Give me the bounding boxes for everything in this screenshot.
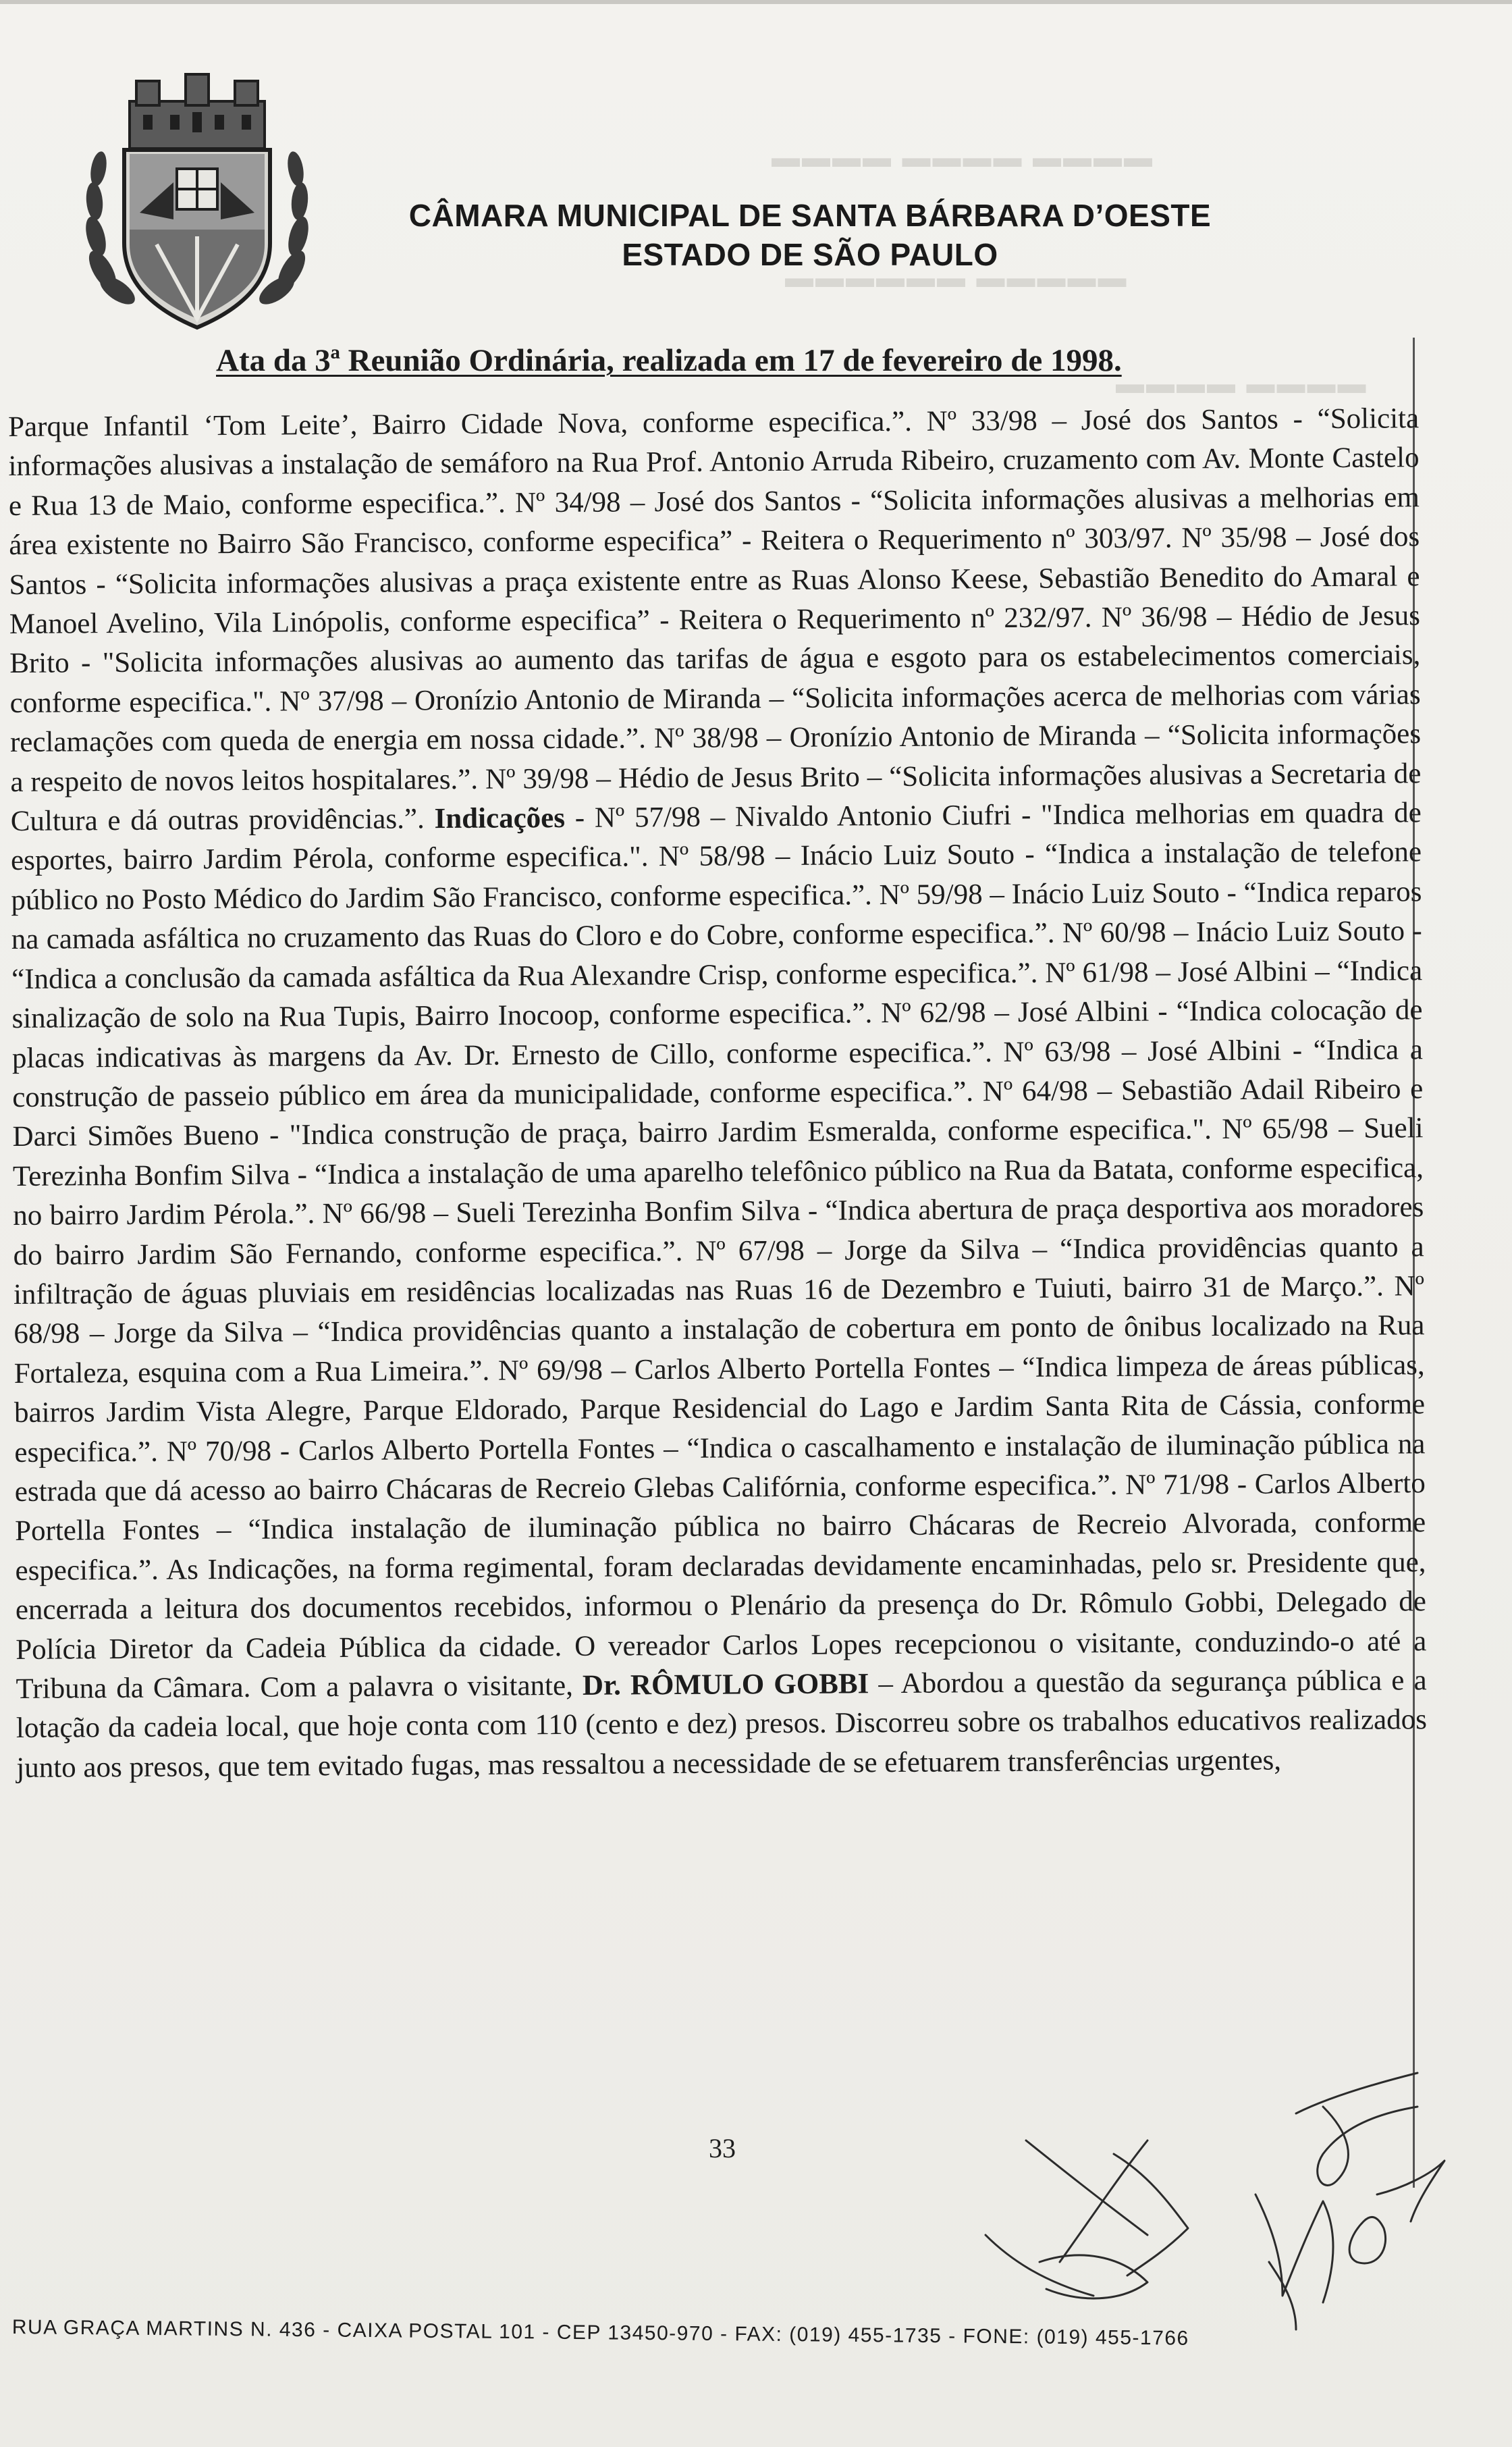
state-name: ESTADO DE SÃO PAULO: [622, 237, 998, 272]
chamber-name: CÂMARA MUNICIPAL DE SANTA BÁRBARA D’OESTE: [408, 198, 1212, 233]
bleed-through-text: ▬▬▬▬▬ ▬▬▬▬▬▬: [783, 263, 1127, 294]
session-title: Ata da 3ª Reunião Ordinária, realizada em 17 de fevereiro de 1998.: [216, 343, 1122, 378]
indicacoes-heading: Indicações: [434, 802, 566, 835]
bleed-through-text: ▬▬▬▬ ▬▬▬▬ ▬▬▬▬: [770, 142, 1152, 174]
bleed-through-text: ▬▬▬▬ ▬▬▬▬: [1114, 369, 1366, 400]
chamber-header: [378, 196, 1242, 274]
coat-of-arms-icon: [76, 68, 319, 338]
signature-stroke: [1114, 2154, 1188, 2275]
signature-stroke: [1377, 2161, 1444, 2221]
minutes-paragraph-part1: Parque Infantil ‘Tom Leite’, Bairro Cidade Nova, conforme especifica.”. Nº 33/98 – José dos Santos - “Solicita informações alusivas a instalação de semáforo na Rua Prof. Antonio Arruda Ribeiro, cruzamento com Av. Monte Castelo e Rua 13 de Maio, conforme especifica.”. Nº 34/98 – José dos Santos - “Solicita informações alusivas a melhorias em área existente no Bairro São Francisco, conforme especifica” - Reitera o Requerimento nº 303/97. Nº 35/98 – José dos Santos - “Solicita informações alusivas a praça existente entre as Ruas Alonso Keese, Sebastião Benedito do Amaral e Manoel Avelino, Vila Linópolis, conforme especifica” - Reitera o Requerimento nº 232/97. Nº 36/98 – Hédio de Jesus Brito - "Solicita informações alusivas ao aumento das tarifas de água e esgoto para os estabelecimentos comerciais, conforme especifica.". Nº 37/98 – Oronízio Antonio de Miranda – “Solicita informações acerca de melhorias com várias reclamações com queda de energia em nossa cidade.”. Nº 38/98 – Oronízio Antonio de Miranda – “Solicita informações a respeito de novos leitos hospitalares.”. Nº 39/98 – Hédio de Jesus Brito – “Solicita informações alusivas a Secretaria de Cultura e dá outras providências.”.: [8, 402, 1422, 838]
signature-stroke: [1256, 2194, 1386, 2303]
signature-stroke: [986, 2235, 1094, 2296]
scan-top-edge: [0, 0, 1512, 4]
minutes-paragraph-part2: - Nº 57/98 – Nivaldo Antonio Ciufri - "Indica melhorias em quadra de esportes, bairro Jardim Pérola, conforme especifica.". Nº 58/98 – Inácio Luiz Souto - “Indica a instalação de telefone público no Posto Médico do Jardim São Francisco, conforme especifica.”. Nº 59/98 – Inácio Luiz Souto - “Indica reparos na camada asfáltica no cruzamento das Ruas do Cloro e do Cobre, conforme especifica.”. Nº 60/98 – Inácio Luiz Souto - “Indica a conclusão da camada asfáltica da Rua Alexandre Crisp, conforme especifica.”. Nº 61/98 – José Albini – “Indica sinalização de solo na Rua Tupis, Bairro Inocoop, conforme especifica.”. Nº 62/98 – José Albini - “Indica colocação de placas indicativas às margens da Av. Dr. Ernesto de Cillo, conforme especifica.”. Nº 63/98 – José Albini - “Indica a construção de passeio público em área da municipalidade, conforme especifica.”. Nº 64/98 – Sebastião Adail Ribeiro e Darci Simões Bueno - "Indica construção de praça, bairro Jardim Esmeralda, conforme especifica.". Nº 65/98 – Sueli Terezinha Bonfim Silva - “Indica a instalação de uma aparelho telefônico público na Rua da Batata, conforme especifica, no bairro Jardim Pérola.”. Nº 66/98 – Sueli Terezinha Bonfim Silva - “Indica abertura de praça desportiva aos moradores do bairro Jardim São Fernando, conforme especifica.”. Nº 67/98 – Jorge da Silva – “Indica providências quanto a infiltração de águas pluviais em residências localizadas nas Ruas 16 de Dezembro e Tuiuti, bairro 31 de Março.”. Nº 68/98 – Jorge da Silva – “Indica providências quanto a instalação de cobertura em ponto de ônibus localizado na Rua Fortaleza, esquina com a Rua Limeira.”. Nº 69/98 – Carlos Alberto Portella Fontes – “Indica limpeza de áreas públicas, bairros Jardim Vista Alegre, Parque Eldorado, Parque Residencial do Lago e Jardim Santa Rita de Cássia, conforme especifica.”. Nº 70/98 - Carlos Alberto Portella Fontes – “Indica o cascalhamento e instalação de iluminação pública na estrada que dá acesso ao bairro Chácaras de Recreio Glebas Califórnia, conforme especifica.”. Nº 71/98 - Carlos Alberto Portella Fontes – “Indica instalação de iluminação pública no bairro Chácaras de Recreio Alvorada, conforme especifica.”. As Indicações, na forma regimental, foram declaradas devidamente encaminhadas, pelo sr. Presidente que, encerrada a leitura dos documentos recebidos, informou o Plenário da presença do Dr. Rômulo Gobbi, Delegado de Polícia Diretor da Cadeia Pública da cidade. O vereador Carlos Lopes recepcionou o visitante, conduzindo-o até a Tribuna da Câmara. Com a palavra o visitante,: [10, 797, 1427, 1705]
minutes-paragraph-part3: – Abordou a questão da segurança pública e a lotação da cadeia local, que hoje conta com 110 (cento e dez) presos. Discorreu sobre os trabalhos educativos realizados junto aos presos, que tem evitado fugas, mas ressaltou a necessidade de se efetuarem transferências urgentes,: [16, 1664, 1428, 1784]
speaker-name: Dr. RÔMULO GOBBI: [582, 1668, 869, 1702]
page-number: 33: [709, 2133, 736, 2163]
signature-scribbles: [945, 2059, 1498, 2363]
shield: [124, 150, 270, 327]
signature-stroke: [1296, 2073, 1418, 2185]
address-footer: RUA GRAÇA MARTINS N. 436 - CAIXA POSTAL 101 - CEP 13450-970 - FAX: (019) 455-1735 - FONE: (019) 455-1766: [11, 2316, 1189, 2350]
minutes-body: [8, 399, 1427, 1788]
mural-crown: [130, 74, 265, 149]
